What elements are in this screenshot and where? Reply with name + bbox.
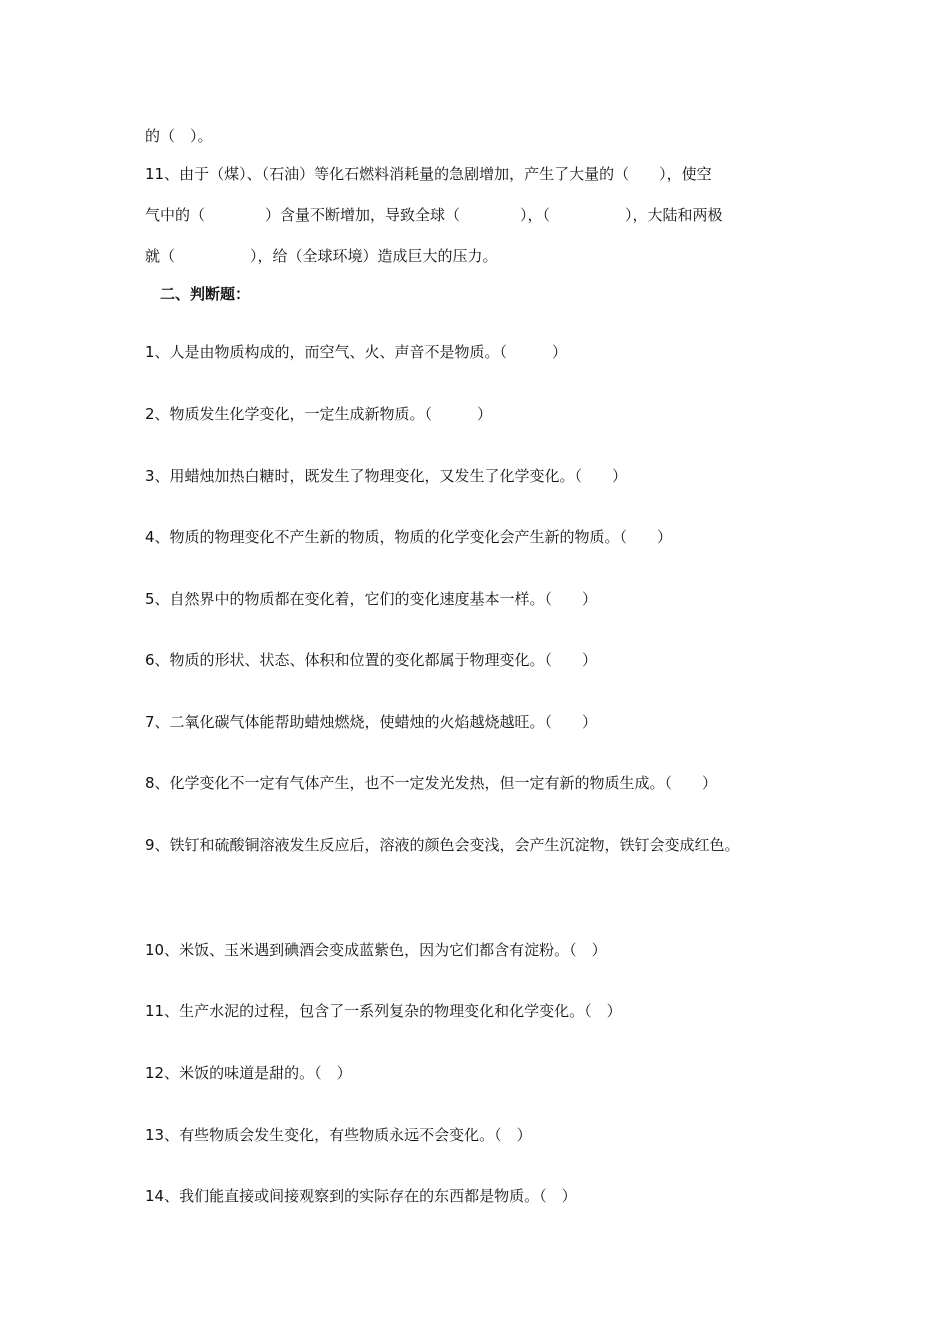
judgement-item-4: 4、物质的物理变化不产生新的物质，物质的化学变化会产生新的物质。（ ） — [145, 528, 673, 546]
section-title: 二、判断题： — [160, 285, 251, 303]
judgement-item-8: 8、化学变化不一定有气体产生，也不一定发光发热，但一定有新的物质生成。（ ） — [145, 774, 718, 792]
judgement-item-6: 6、物质的形状、状态、体积和位置的变化都属于物理变化。（ ） — [145, 651, 598, 669]
judgement-item-10: 10、米饭、玉米遇到碘酒会变成蓝紫色，因为它们都含有淀粉。（ ） — [145, 941, 607, 959]
judgement-item-1: 1、人是由物质构成的，而空气、火、声音不是物质。（ ） — [145, 343, 568, 361]
question-11-line-2: 气中的（ ）含量不断增加，导致全球（ ），（ ），大陆和两极 — [145, 206, 723, 224]
question-11-line-1: 11、由于（煤）、（石油）等化石燃料消耗量的急剧增加，产生了大量的（ ），使空 — [145, 165, 712, 183]
judgement-item-3: 3、用蜡烛加热白糖时，既发生了物理变化，又发生了化学变化。（ ） — [145, 467, 628, 485]
judgement-item-12: 12、米饭的味道是甜的。（ ） — [145, 1064, 352, 1082]
judgement-item-11: 11、生产水泥的过程，包含了一系列复杂的物理变化和化学变化。（ ） — [145, 1002, 622, 1020]
question-10-tail: 的（ ）。 — [145, 127, 213, 145]
judgement-item-2: 2、物质发生化学变化，一定生成新物质。（ ） — [145, 405, 493, 423]
judgement-item-5: 5、自然界中的物质都在变化着，它们的变化速度基本一样。（ ） — [145, 590, 598, 608]
judgement-item-14: 14、我们能直接或间接观察到的实际存在的东西都是物质。（ ） — [145, 1187, 577, 1205]
judgement-item-9: 9、铁钉和硫酸铜溶液发生反应后，溶液的颜色会变浅，会产生沉淀物，铁钉会变成红色。 — [145, 836, 740, 854]
judgement-item-7: 7、二氧化碳气体能帮助蜡烛燃烧，使蜡烛的火焰越烧越旺。（ ） — [145, 713, 598, 731]
judgement-item-13: 13、有些物质会发生变化，有些物质永远不会变化。（ ） — [145, 1126, 532, 1144]
question-11-line-3: 就（ ），给（全球环境）造成巨大的压力。 — [145, 247, 498, 265]
